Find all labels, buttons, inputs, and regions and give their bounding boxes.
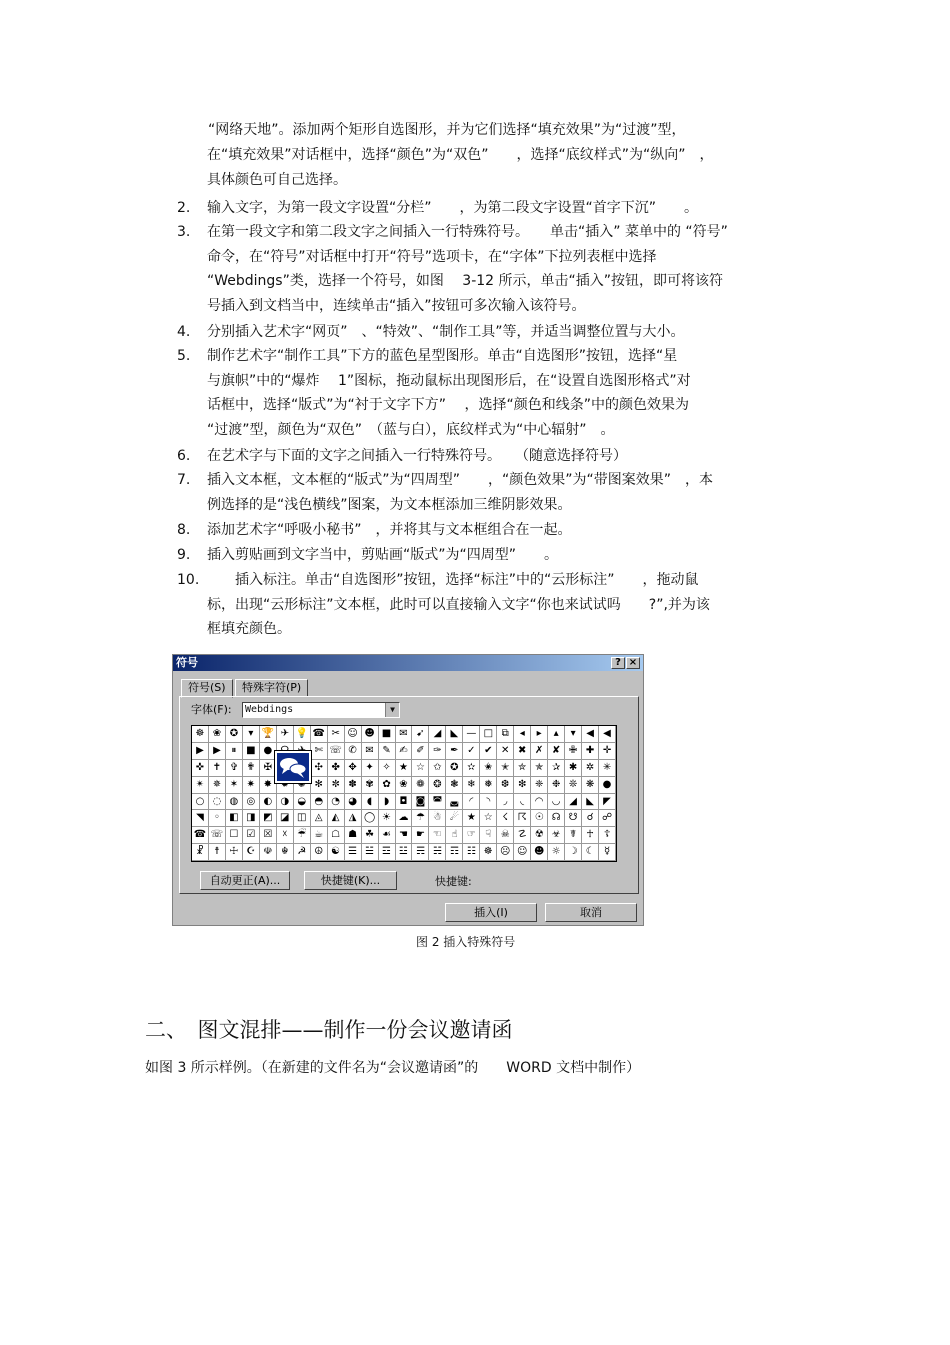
list-number: 7. <box>177 472 191 488</box>
symbol-cell[interactable]: ☘ <box>362 827 379 844</box>
symbol-cell[interactable]: ◟ <box>514 794 531 811</box>
symbol-cell[interactable]: ☸ <box>192 726 209 743</box>
symbol-cell[interactable]: ☱ <box>362 844 379 861</box>
symbol-cell[interactable]: 🏆 <box>260 726 277 743</box>
list-item-line: 添加艺术字“呼吸小秘书” ，并将其与文本框组合在一起。 <box>207 522 572 538</box>
paragraph-line: 如图 3 所示样例。（在新建的文件名为“会议邀请函”的 WORD 文档中制作） <box>145 1060 641 1076</box>
symbol-cell[interactable]: ✑ <box>429 743 446 760</box>
symbol-cell[interactable]: ◚ <box>429 794 446 811</box>
symbol-cell[interactable]: ◑ <box>277 794 294 811</box>
list-item-line: 插入文本框，文本框的“版式”为“四周型” ，“颜色效果”为“带图案效果” ，本 <box>207 472 714 488</box>
symbol-cell[interactable]: ✗ <box>531 743 548 760</box>
symbol-cell[interactable]: ✐ <box>412 743 429 760</box>
symbol-cell[interactable]: ✯ <box>531 760 548 777</box>
symbol-cell[interactable]: ☄ <box>446 810 463 827</box>
symbol-cell[interactable]: ◫ <box>294 810 311 827</box>
symbol-cell[interactable]: ❅ <box>480 777 497 794</box>
symbol-cell[interactable]: ◬ <box>311 810 328 827</box>
symbol-cell[interactable]: ☷ <box>463 844 480 861</box>
symbol-cell[interactable]: ☂ <box>412 810 429 827</box>
list-item-line: 与旗帜”中的“爆炸 1”图标，拖动鼠标出现图形后，在“设置自选图形格式”对 <box>207 372 691 389</box>
symbol-cell[interactable]: ● <box>599 777 616 794</box>
speech-bubbles-icon <box>277 753 309 781</box>
symbol-cell[interactable]: ✪ <box>226 726 243 743</box>
symbol-cell[interactable]: 💡 <box>294 726 311 743</box>
list-item-line: 插入剪贴画到文字当中，剪贴画“版式”为“四周型” 。 <box>207 547 559 563</box>
symbol-cell[interactable]: ☡ <box>514 827 531 844</box>
symbol-cell[interactable]: ◛ <box>446 794 463 811</box>
symbol-cell[interactable]: ☶ <box>446 844 463 861</box>
symbol-cell[interactable]: ☼ <box>548 844 565 861</box>
symbol-cell[interactable]: ✣ <box>311 760 328 777</box>
cancel-button[interactable]: 取消 <box>545 903 637 922</box>
font-select-value: Webdings <box>245 704 294 715</box>
symbol-cell[interactable]: ✽ <box>345 777 362 794</box>
symbol-cell[interactable]: ▸ <box>531 726 548 743</box>
symbol-cell[interactable]: ☫ <box>260 844 277 861</box>
symbol-cell[interactable]: ☒ <box>260 827 277 844</box>
shortcut-key-button[interactable]: 快捷键(K)... <box>304 871 397 890</box>
symbol-cell[interactable]: ◪ <box>277 810 294 827</box>
symbol-cell[interactable]: ✦ <box>362 760 379 777</box>
symbol-cell[interactable]: ☆ <box>480 810 497 827</box>
symbol-cell[interactable]: ☏ <box>328 743 345 760</box>
symbol-cell[interactable]: ✳ <box>599 760 616 777</box>
list-item-line: 在第一段文字和第二段文字之间插入一行特殊符号。 单击“插入” 菜单中的 “符号” <box>207 224 728 240</box>
symbol-cell[interactable]: ✬ <box>480 760 497 777</box>
symbol-cell[interactable]: ◮ <box>345 810 362 827</box>
symbol-cell[interactable]: ☜ <box>429 827 446 844</box>
symbol-cell[interactable]: ☥ <box>582 827 599 844</box>
list-item-line: 插入标注。单击“自选图形”按钮，选择“标注”中的“云形标注” ，拖动鼠 <box>207 572 699 588</box>
symbol-cell[interactable]: ☁ <box>396 810 413 827</box>
symbol-cell[interactable]: ☻ <box>362 726 379 743</box>
symbol-cell[interactable]: ☛ <box>412 827 429 844</box>
symbol-cell[interactable]: ✂ <box>328 726 345 743</box>
shortcut-key-label: 快捷键: <box>435 875 472 888</box>
list-number: 8. <box>177 522 191 538</box>
symbol-cell[interactable]: ✞ <box>226 760 243 777</box>
symbol-cell[interactable]: ☃ <box>429 810 446 827</box>
symbol-cell[interactable]: ◣ <box>446 726 463 743</box>
symbol-cell[interactable]: ◡ <box>548 794 565 811</box>
symbol-cell[interactable]: ☇ <box>497 810 514 827</box>
symbol-cell[interactable]: ☑ <box>243 827 260 844</box>
symbol-cell[interactable]: ☎ <box>311 726 328 743</box>
symbol-cell[interactable]: ▾ <box>565 726 582 743</box>
symbol-cell[interactable]: ❀ <box>209 726 226 743</box>
symbol-cell[interactable]: ⏸ <box>226 743 243 760</box>
symbol-cell[interactable]: ✓ <box>463 743 480 760</box>
symbol-cell[interactable]: ☢ <box>531 827 548 844</box>
symbol-cell[interactable]: ☈ <box>514 810 531 827</box>
paragraph-line: 具体颜色可自己选择。 <box>207 172 347 188</box>
symbol-cell[interactable]: ☸ <box>480 844 497 861</box>
tab-special-chars[interactable]: 特殊字符(P) <box>235 679 308 697</box>
symbol-cell[interactable]: ✎ <box>379 743 396 760</box>
symbol-cell[interactable]: ◝ <box>480 794 497 811</box>
paragraph-line: “网络天地”。添加两个矩形自选图形，并为它们选择“填充效果”为“过渡”型， <box>208 122 686 138</box>
symbol-zoom-preview <box>275 751 311 783</box>
symbol-cell[interactable]: ✭ <box>497 760 514 777</box>
list-item-line: “过渡”型，颜色为“双色” （蓝与白），底纹样式为“中心辐射” 。 <box>207 421 615 438</box>
symbol-cell[interactable]: ✱ <box>565 760 582 777</box>
symbol-cell[interactable]: □ <box>480 726 497 743</box>
symbol-cell[interactable]: ✉ <box>362 743 379 760</box>
symbol-cell[interactable]: ◕ <box>345 794 362 811</box>
symbol-cell[interactable]: ✄ <box>311 743 328 760</box>
symbol-cell[interactable]: ✫ <box>463 760 480 777</box>
symbol-cell[interactable]: ☞ <box>463 827 480 844</box>
list-item-line: 制作艺术字“制作工具”下方的蓝色星型图形。单击“自选图形”按钮，选择“星 <box>207 348 678 364</box>
symbol-cell[interactable]: ☨ <box>209 844 226 861</box>
symbol-cell[interactable]: ✜ <box>192 760 209 777</box>
symbol-cell[interactable]: ◦ <box>209 810 226 827</box>
symbol-cell[interactable]: ❊ <box>565 777 582 794</box>
symbol-cell[interactable]: ☖ <box>328 827 345 844</box>
symbol-cell[interactable]: ◠ <box>531 794 548 811</box>
symbol-cell[interactable]: ☏ <box>209 827 226 844</box>
symbol-cell[interactable]: ◖ <box>362 794 379 811</box>
symbol-cell[interactable]: ☩ <box>226 844 243 861</box>
symbol-cell[interactable]: ★ <box>463 810 480 827</box>
symbol-cell[interactable]: ● <box>260 743 277 760</box>
symbol-cell[interactable]: ❇ <box>514 777 531 794</box>
symbol-cell[interactable]: ✈ <box>277 726 294 743</box>
symbol-cell[interactable]: ☋ <box>565 810 582 827</box>
symbol-cell[interactable]: ☀ <box>379 810 396 827</box>
symbol-cell[interactable]: ◩ <box>260 810 277 827</box>
symbol-cell[interactable]: ❈ <box>531 777 548 794</box>
symbol-cell[interactable]: ❀ <box>396 777 413 794</box>
symbol-cell[interactable]: ☚ <box>396 827 413 844</box>
symbol-cell[interactable]: ☲ <box>379 844 396 861</box>
list-item-line: 分别插入艺术字“网页” 、“特效”、“制作工具”等，并适当调整位置与大小。 <box>207 324 685 340</box>
symbol-cell[interactable]: ☻ <box>531 844 548 861</box>
symbol-cell[interactable]: ☐ <box>226 827 243 844</box>
paragraph-line: 在“填充效果”对话框中，选择“颜色”为“双色” ，选择“底纹样式”为“纵向” ， <box>207 147 714 163</box>
list-item-line: 在艺术字与下面的文字之间插入一行特殊符号。 （随意选择符号） <box>207 448 627 464</box>
symbol-cell[interactable]: ◭ <box>328 810 345 827</box>
symbol-cell[interactable]: ☠ <box>497 827 514 844</box>
symbol-cell[interactable]: ➹ <box>412 726 429 743</box>
symbol-cell[interactable]: ◜ <box>463 794 480 811</box>
symbol-cell[interactable]: ◍ <box>226 794 243 811</box>
symbol-cell[interactable]: ✷ <box>243 777 260 794</box>
symbol-cell[interactable]: ✖ <box>514 743 531 760</box>
symbol-cell[interactable]: ◥ <box>192 810 209 827</box>
symbol-cell[interactable]: ❁ <box>412 777 429 794</box>
symbol-cell[interactable]: ☙ <box>379 827 396 844</box>
symbol-cell[interactable]: ☣ <box>548 827 565 844</box>
symbol-grid[interactable] <box>191 725 617 862</box>
list-item-line: 例选择的是“浅色横线”图案，为文本框添加三维阴影效果。 <box>207 496 572 513</box>
symbol-cell[interactable]: ✰ <box>548 760 565 777</box>
symbol-cell[interactable]: ☌ <box>582 810 599 827</box>
symbol-cell[interactable]: ✔ <box>480 743 497 760</box>
symbol-cell[interactable]: ❄ <box>463 777 480 794</box>
list-item-line: 框填充颜色。 <box>207 621 291 637</box>
symbol-cell[interactable]: ☯ <box>328 844 345 861</box>
symbol-dialog <box>172 654 644 926</box>
symbol-cell[interactable]: ✩ <box>429 760 446 777</box>
symbol-cell[interactable]: ◙ <box>412 794 429 811</box>
symbol-cell[interactable]: ☊ <box>548 810 565 827</box>
symbol-cell[interactable]: ☉ <box>531 810 548 827</box>
symbol-cell[interactable]: ✼ <box>328 777 345 794</box>
list-item-line: “Webdings”类，选择一个符号，如图 3-12 所示，单击“插入”按钮，即可将该符 <box>207 273 724 289</box>
symbol-cell[interactable]: ☺ <box>345 726 362 743</box>
symbol-cell[interactable]: ✥ <box>345 760 362 777</box>
symbol-cell[interactable]: ○ <box>192 794 209 811</box>
symbol-cell[interactable]: ✤ <box>328 760 345 777</box>
symbol-cell[interactable]: ☧ <box>192 844 209 861</box>
symbol-cell[interactable]: ▴ <box>548 726 565 743</box>
symbol-cell[interactable]: ✆ <box>345 743 362 760</box>
close-button[interactable]: × <box>626 657 640 669</box>
symbol-cell[interactable]: ◯ <box>362 810 379 827</box>
symbol-cell[interactable]: ☗ <box>345 827 362 844</box>
font-select[interactable] <box>242 702 400 718</box>
symbol-cell[interactable]: ◓ <box>311 794 328 811</box>
symbol-cell[interactable]: ◨ <box>243 810 260 827</box>
symbol-cell[interactable]: ☳ <box>396 844 413 861</box>
symbol-cell[interactable]: ✛ <box>599 743 616 760</box>
symbol-cell[interactable]: ☤ <box>565 827 582 844</box>
symbol-cell[interactable]: ✟ <box>243 760 260 777</box>
symbol-cell[interactable]: ✕ <box>497 743 514 760</box>
list-number: 4. <box>177 324 191 340</box>
symbol-cell[interactable]: ☭ <box>294 844 311 861</box>
help-button[interactable]: ? <box>611 657 625 669</box>
symbol-cell[interactable]: ☪ <box>243 844 260 861</box>
list-number: 5. <box>177 348 191 364</box>
symbol-cell[interactable]: ◘ <box>396 794 413 811</box>
symbol-cell[interactable]: ⧉ <box>497 726 514 743</box>
symbol-cell[interactable]: ☬ <box>277 844 294 861</box>
list-number: 6. <box>177 448 191 464</box>
symbol-cell[interactable]: ☮ <box>311 844 328 861</box>
symbol-cell[interactable]: ✻ <box>311 777 328 794</box>
symbol-cell[interactable]: ☕ <box>311 827 328 844</box>
symbol-cell[interactable]: ☓ <box>277 827 294 844</box>
symbol-cell[interactable]: ▶ <box>209 743 226 760</box>
tab-symbols[interactable]: 符号(S) <box>181 679 233 698</box>
symbol-cell[interactable]: ★ <box>396 760 413 777</box>
symbol-cell[interactable]: ☹ <box>497 844 514 861</box>
symbol-cell[interactable]: ◢ <box>565 794 582 811</box>
symbol-cell[interactable]: ✚ <box>582 743 599 760</box>
symbol-cell[interactable]: ☾ <box>582 844 599 861</box>
symbol-cell[interactable]: ☺ <box>514 844 531 861</box>
symbol-cell[interactable]: ✲ <box>582 760 599 777</box>
symbol-cell[interactable]: ☆ <box>412 760 429 777</box>
symbol-cell[interactable]: ✒ <box>446 743 463 760</box>
symbol-cell[interactable]: ☵ <box>429 844 446 861</box>
symbol-cell[interactable]: ❃ <box>446 777 463 794</box>
symbol-cell[interactable]: ☍ <box>599 810 616 827</box>
symbol-cell[interactable]: ◔ <box>328 794 345 811</box>
symbol-cell[interactable]: ✪ <box>446 760 463 777</box>
symbol-cell[interactable]: ◒ <box>294 794 311 811</box>
symbol-cell[interactable]: ◧ <box>226 810 243 827</box>
symbol-cell[interactable]: ✍ <box>396 743 413 760</box>
symbol-cell[interactable]: ◂ <box>514 726 531 743</box>
symbol-cell[interactable]: ☝ <box>446 827 463 844</box>
symbol-cell[interactable]: ☟ <box>480 827 497 844</box>
symbol-cell[interactable]: ✴ <box>192 777 209 794</box>
symbol-cell[interactable]: ✙ <box>565 743 582 760</box>
symbol-cell[interactable]: ✵ <box>209 777 226 794</box>
symbol-cell[interactable]: ❉ <box>548 777 565 794</box>
symbol-cell[interactable]: ✸ <box>260 777 277 794</box>
symbol-cell[interactable]: ◣ <box>582 794 599 811</box>
symbol-cell[interactable]: ▾ <box>243 726 260 743</box>
symbol-cell[interactable]: ■ <box>379 726 396 743</box>
symbol-cell[interactable]: ◢ <box>429 726 446 743</box>
symbol-cell[interactable]: ☽ <box>565 844 582 861</box>
symbol-cell[interactable]: ❆ <box>497 777 514 794</box>
symbol-cell[interactable]: ◀ <box>599 726 616 743</box>
insert-button[interactable]: 插入(I) <box>445 903 537 922</box>
symbol-cell[interactable]: ✠ <box>260 760 277 777</box>
symbol-cell[interactable]: ✿ <box>379 777 396 794</box>
symbol-cell[interactable]: ■ <box>243 743 260 760</box>
symbol-cell[interactable]: ◗ <box>379 794 396 811</box>
chevron-down-icon[interactable]: ▼ <box>385 703 399 717</box>
list-item-line: 号插入到文档当中，连续单击“插入”按钮可多次输入该符号。 <box>207 297 586 314</box>
symbol-cell[interactable]: ✾ <box>362 777 379 794</box>
symbol-cell[interactable]: ✮ <box>514 760 531 777</box>
symbol-cell[interactable]: ✝ <box>209 760 226 777</box>
symbol-cell[interactable]: ☴ <box>412 844 429 861</box>
symbol-cell[interactable]: ☿ <box>599 844 616 861</box>
symbol-cell[interactable]: ◀ <box>582 726 599 743</box>
symbol-cell[interactable]: ☦ <box>599 827 616 844</box>
list-item-line: 输入文字，为第一段文字设置“分栏” ，为第二段文字设置“首字下沉” 。 <box>207 200 699 216</box>
list-item-line: 话框中，选择“版式”为“衬于文字下方” ，选择“颜色和线条”中的颜色效果为 <box>207 397 689 413</box>
symbol-cell[interactable]: ✶ <box>226 777 243 794</box>
symbol-cell[interactable]: ✉ <box>396 726 413 743</box>
list-number: 2. <box>177 200 191 216</box>
symbol-cell[interactable]: ◌ <box>209 794 226 811</box>
symbol-cell[interactable]: ❂ <box>429 777 446 794</box>
symbol-cell[interactable]: ☔ <box>294 827 311 844</box>
dialog-title: 符号 <box>173 655 643 671</box>
symbol-cell[interactable]: ◤ <box>599 794 616 811</box>
symbol-cell[interactable]: ☎ <box>192 827 209 844</box>
symbol-cell[interactable]: ◐ <box>260 794 277 811</box>
symbol-cell[interactable]: ◎ <box>243 794 260 811</box>
symbol-cell[interactable]: ❋ <box>582 777 599 794</box>
symbol-cell[interactable]: ✧ <box>379 760 396 777</box>
symbol-cell[interactable]: ▶ <box>192 743 209 760</box>
figure-caption: 图 2 插入特殊符号 <box>416 935 516 949</box>
symbol-cell[interactable]: ☰ <box>345 844 362 861</box>
symbol-cell[interactable]: — <box>463 726 480 743</box>
list-number: 10. <box>177 572 200 588</box>
symbol-cell[interactable]: ◞ <box>497 794 514 811</box>
font-label: 字体(F): <box>191 703 232 716</box>
symbol-cell[interactable]: ✘ <box>548 743 565 760</box>
list-item-line: 命令，在“符号”对话框中打开“符号”选项卡，在“字体”下拉列表框中选择 <box>207 248 657 265</box>
autocorrect-button[interactable]: 自动更正(A)... <box>200 871 290 890</box>
list-number: 3. <box>177 224 191 240</box>
list-item-line: 标，出现“云形标注”文本框，此时可以直接输入文字“你也来试试吗 ?”,并为该 <box>207 596 710 613</box>
list-number: 9. <box>177 547 191 563</box>
section-heading: 二、 图文混排——制作一份会议邀请函 <box>145 1018 513 1042</box>
